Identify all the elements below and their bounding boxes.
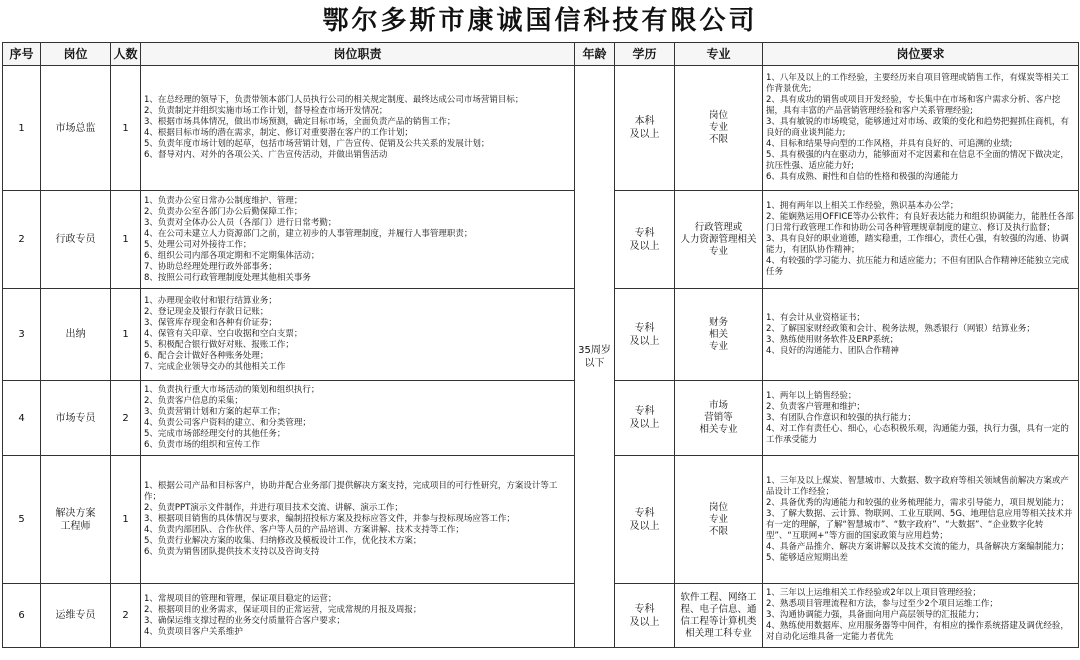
cell-line: 专科: [634, 603, 655, 615]
duty-item: 2、负责制定并组织实施市场工作计划，督导检查市场开发情况；: [144, 106, 388, 116]
duty-item: 5、处理公司对外接待工作；: [144, 239, 252, 250]
requirement-item: 5、具有极强的内在驱动力，能够面对不定因素和在信息不全面的情况下做决定，抗压性强、适应能力好;: [766, 150, 1069, 171]
requirements-cell: [763, 456, 1079, 584]
cell-line: 工程师: [60, 520, 91, 532]
requirement-item: 1、三年以上运维相关工作经验或2年以上项目管理经验；: [766, 588, 981, 598]
duty-item: 1、负责办公室日常办公制度维护、管理；: [144, 195, 303, 206]
duties-cell: [141, 584, 575, 648]
requirement-item: 3、具有良好的职业道德，踏实稳重，工作细心，责任心强，有较强的沟通、协调能力，有团队协作精神；: [766, 234, 1069, 255]
duty-item: 2、负责客户信息的采集；: [144, 396, 243, 406]
requirement-item: 4、具备产品推介、解决方案讲解以及技术交流的能力，具备解决方案编制能力；: [766, 541, 1069, 552]
duty-item: 3、负责营销计划和方案的起草工作；: [144, 407, 286, 417]
requirement-item: 1、拥有两年以上相关工作经验，熟识基本办公学；: [766, 201, 959, 211]
header-position: 岗位: [41, 43, 111, 66]
cell-line: 专业: [708, 245, 728, 257]
duty-item: 2、根据项目的业务需求，保证项目的正常运营，完成常规的月报及周报；: [144, 604, 422, 615]
cell-line: 市场专员: [55, 412, 96, 424]
duty-item: 1、办理现金收付和银行结算业务；: [144, 296, 277, 306]
table-row: [3, 289, 1079, 381]
duty-item: 4、负责公司客户资料的建立、和分类管理；: [144, 418, 311, 428]
cell-line: 专业: [708, 122, 728, 133]
row-number: 3: [3, 289, 41, 381]
cell-line: 软件工程、网络工程、电子信息、通信工程等计算机类相关理工科专业: [680, 591, 757, 639]
duty-item: 4、负责内部团队、合作伙伴、客户等人员的产品培训、方案讲解、技术支持等工作；: [144, 525, 464, 535]
requirement-item: 4、良好的沟通能力、团队合作精神: [766, 345, 899, 356]
requirements-cell: [763, 66, 1079, 191]
table-row: [3, 66, 1079, 191]
cell-line: 专科: [634, 507, 655, 519]
row-number: 6: [3, 584, 41, 648]
position-title: [41, 584, 111, 648]
row-number: 1: [3, 66, 41, 191]
cell-line: 运维专员: [55, 610, 96, 621]
position-title: [41, 191, 111, 289]
duty-item: 7、完成企业领导交办的其他相关工作: [144, 362, 286, 372]
row-number: 5: [3, 456, 41, 584]
headcount: 2: [111, 381, 141, 456]
duties-cell: [141, 381, 575, 456]
cell-line: 及以上: [629, 335, 660, 347]
cell-line: 专业: [708, 513, 728, 525]
duty-item: 4、保管有关印章、空白收据和空白支票；: [144, 329, 303, 339]
duty-item: 6、负责为销售团队提供技术支持以及咨询支持: [144, 547, 320, 557]
duty-item: 2、负责PPT演示文件制作，并进行项目技术交流、讲解、演示工作；: [144, 503, 403, 513]
cell-line: 市场总监: [55, 122, 96, 134]
cell-line: 及以上: [629, 240, 660, 252]
age-requirement: 35周岁以下: [575, 66, 615, 648]
duties-cell: [141, 289, 575, 381]
requirement-item: 3、沟通协调能力强，具备面向用户高层领导的汇报能力；: [766, 610, 984, 620]
cell-line: 及以上: [629, 129, 660, 140]
requirement-item: 4、有较强的学习能力、抗压能力和适应能力；不但有团队合作精神还能独立完成任务: [766, 256, 1069, 277]
duty-item: 1、在总经理的领导下，负责带领本部门人员执行公司的相关规定制度、最终达成公司市场营销目标；: [144, 95, 524, 105]
requirement-item: 3、了解大数据、云计算、物联网、工业互联网、5G、地理信息应用等相关技术并有一定的理解，了解“智慧城市”、“数字政府”、“大数据”、“企业数字化转型”、“互联网+”等方面的国家政策与应用趋势；: [766, 508, 1073, 541]
requirement-item: 1、有会计从业资格证书；: [766, 312, 865, 323]
headcount: 1: [111, 289, 141, 381]
cell-line: 相关: [708, 328, 728, 340]
major-cell: [675, 456, 763, 584]
cell-line: 营销等: [704, 412, 733, 423]
header-duties: 岗位职责: [141, 43, 575, 66]
cell-line: 人力资源管理相关: [680, 233, 757, 245]
requirement-item: 4、目标和结果导向型的工作风格，并具有良好的、可追溯的业绩;: [766, 139, 1013, 149]
table-row: [3, 381, 1079, 456]
requirements-cell: [763, 289, 1079, 381]
duty-item: 3、保管库存现金和各种有价证券；: [144, 318, 277, 328]
requirements-cell: [763, 191, 1079, 289]
duty-item: 6、负责市场的组织和宣传工作: [144, 440, 260, 450]
row-number: 4: [3, 381, 41, 456]
cell-line: 行政专员: [55, 234, 96, 245]
requirement-item: 2、能娴熟运用OFFICE等办公软件；有良好表达能力和组织协调能力，能胜任各部门日常行政管理工作和协助公司各种管理规章制度的建立、修订及执行监督；: [766, 212, 1074, 233]
cell-line: 及以上: [629, 616, 660, 628]
headcount: 1: [111, 456, 141, 584]
major-cell: [675, 66, 763, 191]
header-requirements: 岗位要求: [763, 43, 1079, 66]
headcount: 1: [111, 191, 141, 289]
requirement-item: 3、熟练使用财务软件及ERP系统；: [766, 334, 899, 345]
cell-line: 行政管理或: [694, 221, 743, 233]
requirement-item: 1、三年及以上煤炭、智慧城市、大数据、数字政府等相关领域售前解决方案或产品设计工作经验；: [766, 475, 1069, 497]
duty-item: 2、负责办公室各部门办公后勤保障工作；: [144, 206, 303, 217]
major-cell: [675, 289, 763, 381]
duty-item: 3、确保运维支撑过程的业务交付质量符合客户要求；: [144, 615, 345, 626]
headcount: 2: [111, 584, 141, 648]
header-age: 年龄: [575, 43, 615, 66]
header-major: 专业: [675, 43, 763, 66]
requirement-item: 3、有团队合作意识和较强的执行能力；: [766, 412, 916, 423]
duty-item: 5、完成市场部经理交付的其他任务；: [144, 429, 286, 439]
cell-line: 财务: [708, 316, 728, 328]
cell-line: 专科: [634, 227, 655, 239]
headcount: 1: [111, 66, 141, 191]
row-number: 2: [3, 191, 41, 289]
table-row: [3, 584, 1079, 648]
duty-item: 4、负责项目客户关系维护: [144, 626, 243, 637]
education-cell: [615, 381, 675, 456]
header-count: 人数: [111, 43, 141, 66]
duty-item: 2、登记现金及银行存款日记账；: [144, 307, 269, 317]
header-row: [3, 43, 1079, 66]
duty-item: 1、负责执行重大市场活动的策划和组织执行；: [144, 385, 320, 395]
cell-line: 不限: [708, 525, 728, 537]
cell-line: 专科: [634, 406, 655, 417]
duty-item: 4、根据目标市场的潜在需求，制定、修订对重要潜在客户的工作计划；: [144, 128, 413, 138]
requirement-item: 2、负责客户管理和维护；: [766, 401, 865, 412]
position-title: [41, 289, 111, 381]
requirement-item: 2、熟悉项目管理流程和方法，参与过至少2个项目运维工作；: [766, 599, 998, 609]
requirement-item: 6、具有成熟、耐性和自信的性格和极强的沟通能力: [766, 172, 959, 182]
requirement-item: 5、能够适应短期出差: [766, 552, 848, 563]
education-cell: [615, 584, 675, 648]
cell-line: 及以上: [629, 520, 660, 532]
cell-line: 解决方案: [55, 507, 96, 519]
duties-cell: [141, 456, 575, 584]
major-cell: [675, 381, 763, 456]
duty-item: 5、积极配合银行做好对账、报账工作；: [144, 340, 294, 350]
duty-item: 3、负责对全体办公人员（各部门）进行日常考勤；: [144, 217, 337, 228]
duties-cell: [141, 66, 575, 191]
requirement-item: 1、两年以上销售经验；: [766, 390, 857, 401]
duty-item: 7、协助总经理处理行政外部事务；: [144, 261, 277, 272]
position-title: [41, 456, 111, 584]
requirement-item: 2、具有成功的销售或项目开发经验，专长集中在市场和客户需求分析、客户挖掘，具有丰富的产品营销管理经验和客户关系管理经验;: [766, 95, 1061, 116]
education-cell: [615, 456, 675, 584]
duty-item: 3、根据项目销售的具体情况与要求，编制招投标方案及投标应答文件，并参与投标现场应答工作；: [144, 514, 515, 524]
cell-line: 专科: [634, 322, 655, 334]
requirement-item: 3、具有敏锐的市场嗅觉，能够通过对市场、政策的变化和趋势把握抓住商机，有良好的商业谈判能力;: [766, 117, 1069, 138]
header-no: 序号: [3, 43, 41, 66]
position-title: [41, 66, 111, 191]
major-cell: [675, 584, 763, 648]
cell-line: 岗位: [708, 110, 728, 121]
cell-line: 本科: [634, 116, 655, 127]
duty-item: 5、负责行业解决方案的收集、归纳修改及模板设计工作，优化技术方案；: [144, 536, 422, 546]
duty-item: 6、督导对内、对外的各项公关、广告宣传活动，并做出销售活动: [144, 150, 388, 160]
page-title: 鄂尔多斯市康诚国信科技有限公司: [322, 6, 758, 36]
duties-cell: [141, 191, 575, 289]
requirement-item: 1、八年及以上的工作经验，主要经历来自项目管理或销售工作，有煤炭等相关工作背景优先;: [766, 73, 1069, 94]
cell-line: 岗位: [708, 501, 728, 513]
duty-item: 5、负责年度市场计划的起草，包括市场营销计划，广告宣传、促销及公共关系的发展计划；: [144, 139, 490, 149]
education-cell: [615, 66, 675, 191]
requirements-cell: [763, 584, 1079, 648]
table-row: [3, 191, 1079, 289]
cell-line: 不限: [708, 134, 728, 145]
major-cell: [675, 191, 763, 289]
cell-line: 及以上: [629, 419, 660, 430]
header-education: 学历: [615, 43, 675, 66]
duty-item: 3、根据市场具体情况，做出市场预测，确定目标市场，全面负责产品的销售工作；: [144, 117, 456, 127]
position-title: [41, 381, 111, 456]
requirement-item: 4、熟练使用数据库、应用服务器等中间件，有相应的操作系统搭建及调优经验，对自动化运维具备一定能力者优先: [766, 621, 1069, 642]
education-cell: [615, 289, 675, 381]
duty-item: 1、根据公司产品和目标客户，协助并配合业务部门提供解决方案支持，完成项目的可行性研究，方案设计等工作；: [144, 481, 558, 502]
duty-item: 1、常规项目的管理和管理，保证项目稳定的运营；: [144, 593, 337, 604]
duty-item: 6、配合会计做好各种账务处理；: [144, 351, 269, 361]
requirement-item: 2、具备优秀的沟通能力和较强的业务梳理能力，需求引导能力，项目规划能力；: [766, 497, 1069, 508]
duty-item: 4、在公司未建立人力资源部门之前，建立初步的人事管理制度，并履行人事管理职责；: [144, 228, 473, 239]
job-table: [2, 42, 1079, 648]
requirements-cell: [763, 381, 1079, 456]
duty-item: 8、按照公司行政管理制度处理其他相关事务: [144, 272, 311, 283]
cell-line: 专业: [708, 340, 728, 352]
cell-line: 相关专业: [699, 424, 738, 435]
table-row: [3, 456, 1079, 584]
requirement-item: 4、对工作有责任心、细心，心态积极乐观，沟通能力强，执行力强，具有一定的工作承受能力: [766, 423, 1069, 445]
cell-line: 出纳: [65, 329, 86, 340]
education-cell: [615, 191, 675, 289]
duty-item: 6、组织公司内部各项定期和不定期集体活动；: [144, 250, 320, 261]
requirement-item: 2、了解国家财经政策和会计、税务法规，熟悉银行（网银）结算业务；: [766, 323, 1035, 334]
cell-line: 市场: [708, 400, 728, 411]
